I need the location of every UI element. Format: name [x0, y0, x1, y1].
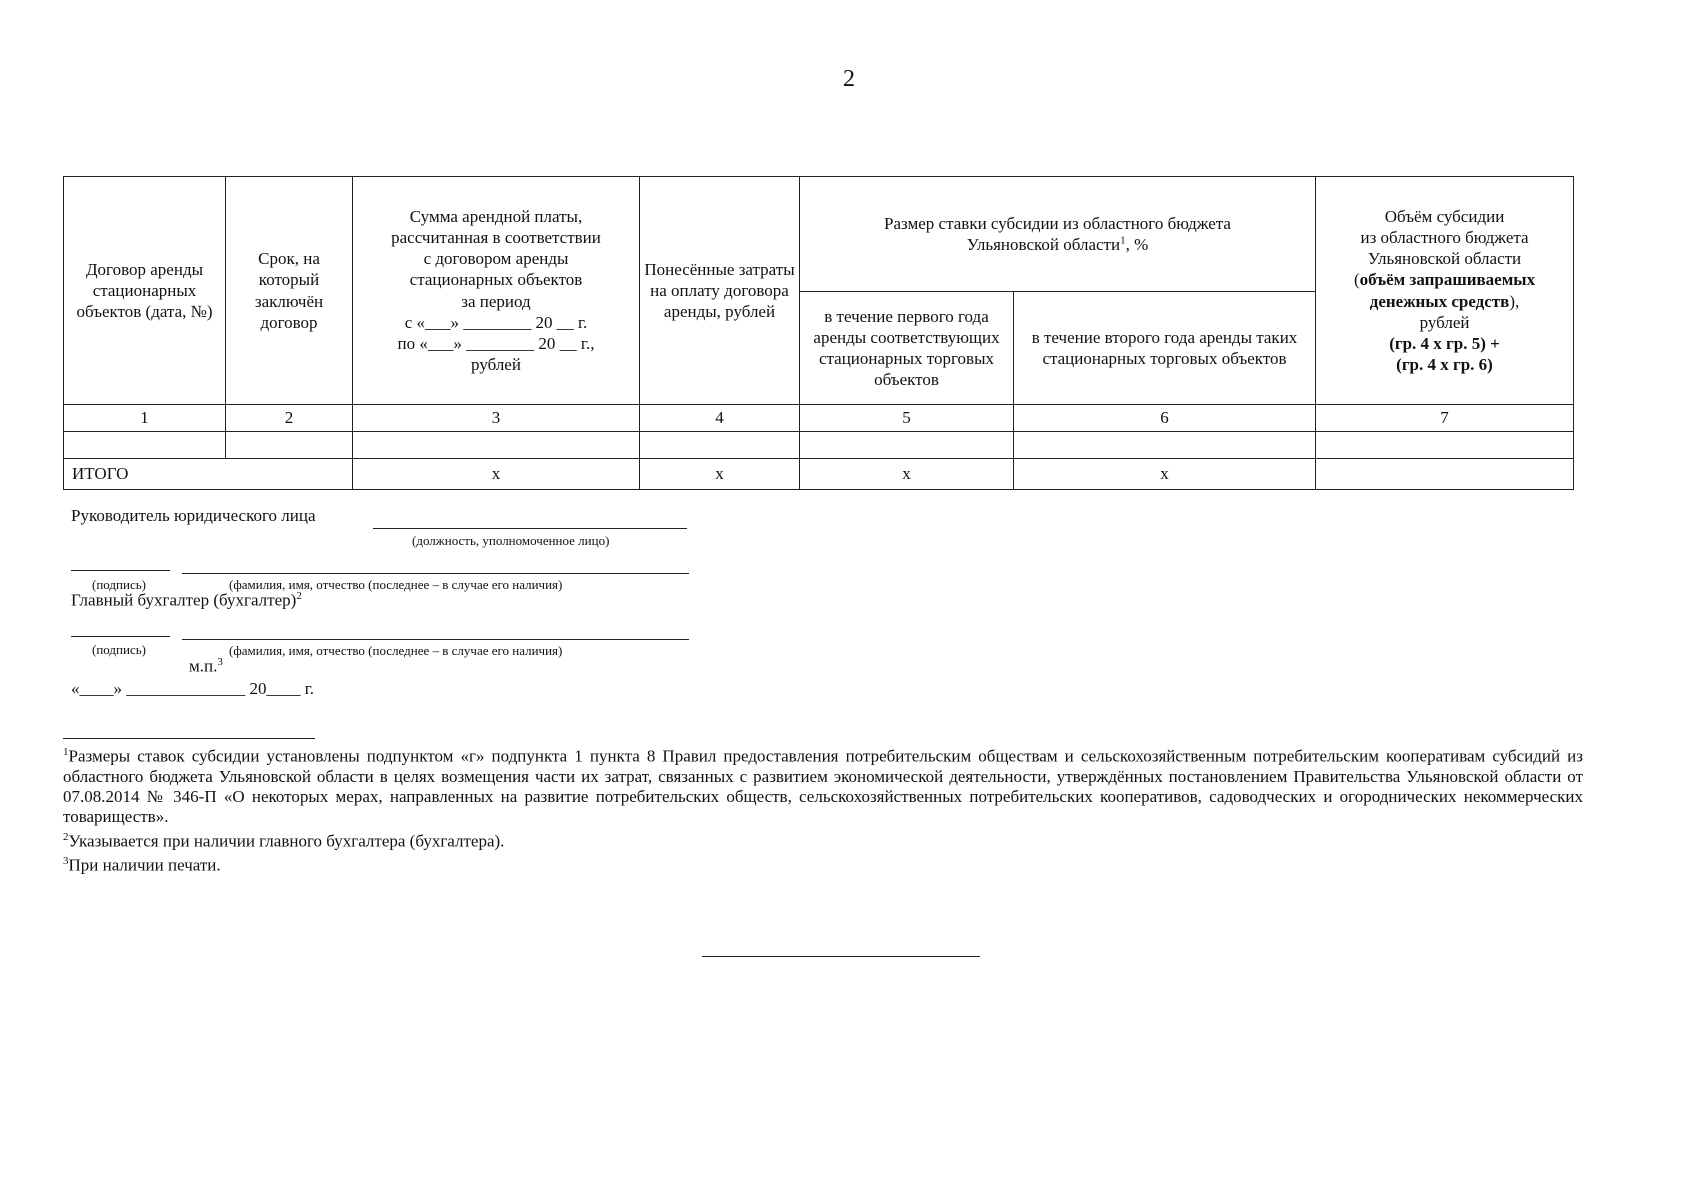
- empty-cell[interactable]: [226, 432, 353, 459]
- empty-cell[interactable]: [640, 432, 800, 459]
- name-caption: (фамилия, имя, отчество (последнее – в случае его наличия): [229, 577, 563, 592]
- subsidy-table: [63, 176, 1574, 490]
- header-rent-sum: Сумма арендной платы, рассчитанная в соответствии с договором аренды стационарных объектов за период с «___» ________ 20 __ г. по «___» ________ 20 __ г., рублей: [353, 177, 640, 405]
- accountant-name-line[interactable]: [182, 639, 689, 640]
- total-label: ИТОГО: [64, 459, 353, 490]
- footnote-1: $^1$Размеры ставок субсидии установлены подпунктом «г» подпункта 1 пункта 8 Правил предоставления потребительским обществам и сельскохозяйственным потребительским кооперативам субсидий из областного бюджета Ульяновской области в целях возмещения части их затрат, связанных с развитием экономической деятельности, утверждённых постановлением Правительства Ульяновской области от 07.08.2014 № 346-П «О некоторых мерах, направленных на развитие потребительских обществ, сельскохозяйственных потребительских кооперативов, садоводческих и огороднических некоммерческих товариществ».: [63, 746, 1583, 826]
- stamp-label: м.п.$^3$: [189, 656, 223, 676]
- table-row: [64, 432, 1574, 459]
- head-label: Руководитель юридического лица: [71, 506, 316, 525]
- column-number-row: [64, 405, 1574, 432]
- end-of-document-line: [702, 956, 980, 957]
- head-name-line[interactable]: [182, 573, 689, 574]
- header-first-year: в течение первого года аренды соответствующих стационарных торговых объектов: [800, 292, 1014, 405]
- name-caption: (фамилия, имя, отчество (последнее – в случае его наличия): [229, 643, 563, 658]
- head-position-line[interactable]: [373, 528, 687, 529]
- header-subsidy-rate: Размер ставки субсидии из областного бюджета Ульяновской области$^1$, %: [800, 177, 1316, 292]
- column-number: 1: [64, 405, 226, 432]
- empty-cell[interactable]: [353, 432, 640, 459]
- header-second-year: в течение второго года аренды таких стационарных торговых объектов: [1014, 292, 1316, 405]
- header-subsidy-volume: Объём субсидии из областного бюджета Ульяновской области (объём запрашиваемых денежных средств), рублей (гр. 4 х гр. 5) + (гр. 4 х гр. 6): [1316, 177, 1574, 405]
- accountant-signature-line[interactable]: [71, 636, 170, 637]
- total-cell[interactable]: [1316, 459, 1574, 490]
- total-cell: х: [800, 459, 1014, 490]
- column-number: 4: [640, 405, 800, 432]
- header-contract: Договор аренды стационарных объектов (дата, №): [64, 177, 226, 405]
- empty-cell[interactable]: [1014, 432, 1316, 459]
- total-cell: х: [353, 459, 640, 490]
- empty-cell[interactable]: [800, 432, 1014, 459]
- total-cell: х: [640, 459, 800, 490]
- column-number: 2: [226, 405, 353, 432]
- footnote-separator: [63, 738, 315, 739]
- footnote-ref-2: 2: [296, 590, 302, 602]
- header-costs: Понесённые затраты на оплату договора аренды, рублей: [640, 177, 800, 405]
- total-cell: х: [1014, 459, 1316, 490]
- column-number: 5: [800, 405, 1014, 432]
- column-number: 6: [1014, 405, 1316, 432]
- footnote-ref-1: 1: [1120, 234, 1126, 247]
- accountant-label: Главный бухгалтер (бухгалтер)$^2$: [71, 590, 302, 610]
- signature-caption: (подпись): [92, 577, 146, 592]
- header-term: Срок, на который заключён договор: [226, 177, 353, 405]
- table-header-row: [64, 177, 1574, 292]
- head-signature-line[interactable]: [71, 570, 170, 571]
- position-caption: (должность, уполномоченное лицо): [412, 533, 610, 548]
- date-line[interactable]: «____» ______________ 20____ г.: [71, 679, 315, 698]
- footnotes: [63, 742, 1583, 876]
- footnote-3: $^3$При наличии печати.: [63, 855, 221, 875]
- empty-cell[interactable]: [64, 432, 226, 459]
- signature-caption: (подпись): [92, 642, 146, 657]
- column-number: 3: [353, 405, 640, 432]
- page-number: 2: [843, 66, 855, 92]
- footnote-ref-3: 3: [217, 656, 223, 668]
- total-row: [64, 459, 1574, 490]
- footnote-2: $^2$Указывается при наличии главного бухгалтера (бухгалтера).: [63, 830, 505, 851]
- column-number: 7: [1316, 405, 1574, 432]
- empty-cell[interactable]: [1316, 432, 1574, 459]
